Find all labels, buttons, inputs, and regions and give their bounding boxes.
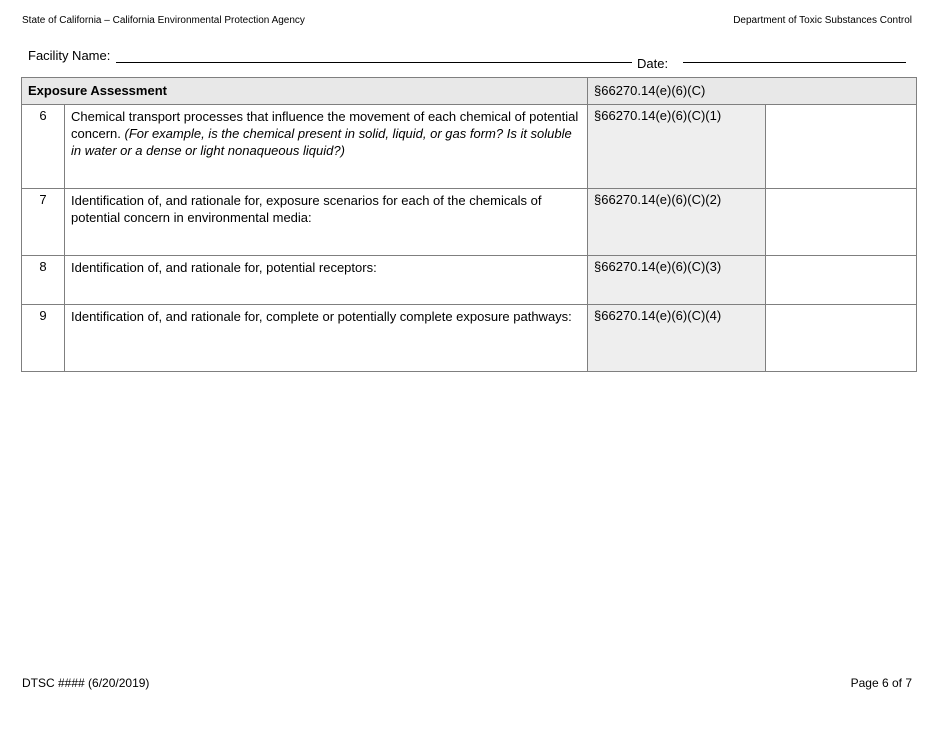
header-agency: State of California – California Environmental Protection Agency	[22, 15, 305, 26]
footer-form-id: DTSC #### (6/20/2019)	[22, 676, 150, 690]
facility-name-label: Facility Name:	[28, 48, 111, 63]
facility-row	[28, 48, 908, 71]
row-description: Identification of, and rationale for, complete or potentially complete exposure pathways:	[65, 305, 588, 372]
row-answer-cell[interactable]	[766, 256, 917, 305]
date-field[interactable]	[683, 62, 906, 63]
table-row	[22, 105, 917, 189]
exposure-assessment-table	[21, 77, 917, 372]
facility-name-field[interactable]	[116, 62, 632, 63]
table-row	[22, 256, 917, 305]
row-description-text: Chemical transport processes that influence the movement of each chemical of potential concern.	[71, 109, 579, 141]
row-number: 8	[22, 256, 65, 305]
row-answer-cell[interactable]	[766, 105, 917, 189]
row-description: Identification of, and rationale for, potential receptors:	[65, 256, 588, 305]
row-number: 7	[22, 189, 65, 256]
row-number: 6	[22, 105, 65, 189]
date-label: Date:	[637, 56, 669, 71]
table-row	[22, 189, 917, 256]
footer-page-number: Page 6 of 7	[850, 676, 912, 690]
section-title: Exposure Assessment	[22, 78, 588, 105]
row-description: Identification of, and rationale for, exposure scenarios for each of the chemicals of potential concern in environmental media:	[65, 189, 588, 256]
row-reference: §66270.14(e)(6)(C)(1)	[588, 105, 766, 189]
row-number: 9	[22, 305, 65, 372]
row-answer-cell[interactable]	[766, 189, 917, 256]
row-reference: §66270.14(e)(6)(C)(4)	[588, 305, 766, 372]
section-reference: §66270.14(e)(6)(C)	[588, 78, 917, 105]
section-header-row	[22, 78, 917, 105]
row-answer-cell[interactable]	[766, 305, 917, 372]
table-row	[22, 305, 917, 372]
row-description	[65, 105, 588, 189]
header-department: Department of Toxic Substances Control	[733, 15, 912, 26]
row-description-example: (For example, is the chemical present in solid, liquid, or gas form? Is it soluble in water or a dense or light nonaqueous liquid?)	[71, 126, 572, 158]
row-reference: §66270.14(e)(6)(C)(3)	[588, 256, 766, 305]
row-reference: §66270.14(e)(6)(C)(2)	[588, 189, 766, 256]
